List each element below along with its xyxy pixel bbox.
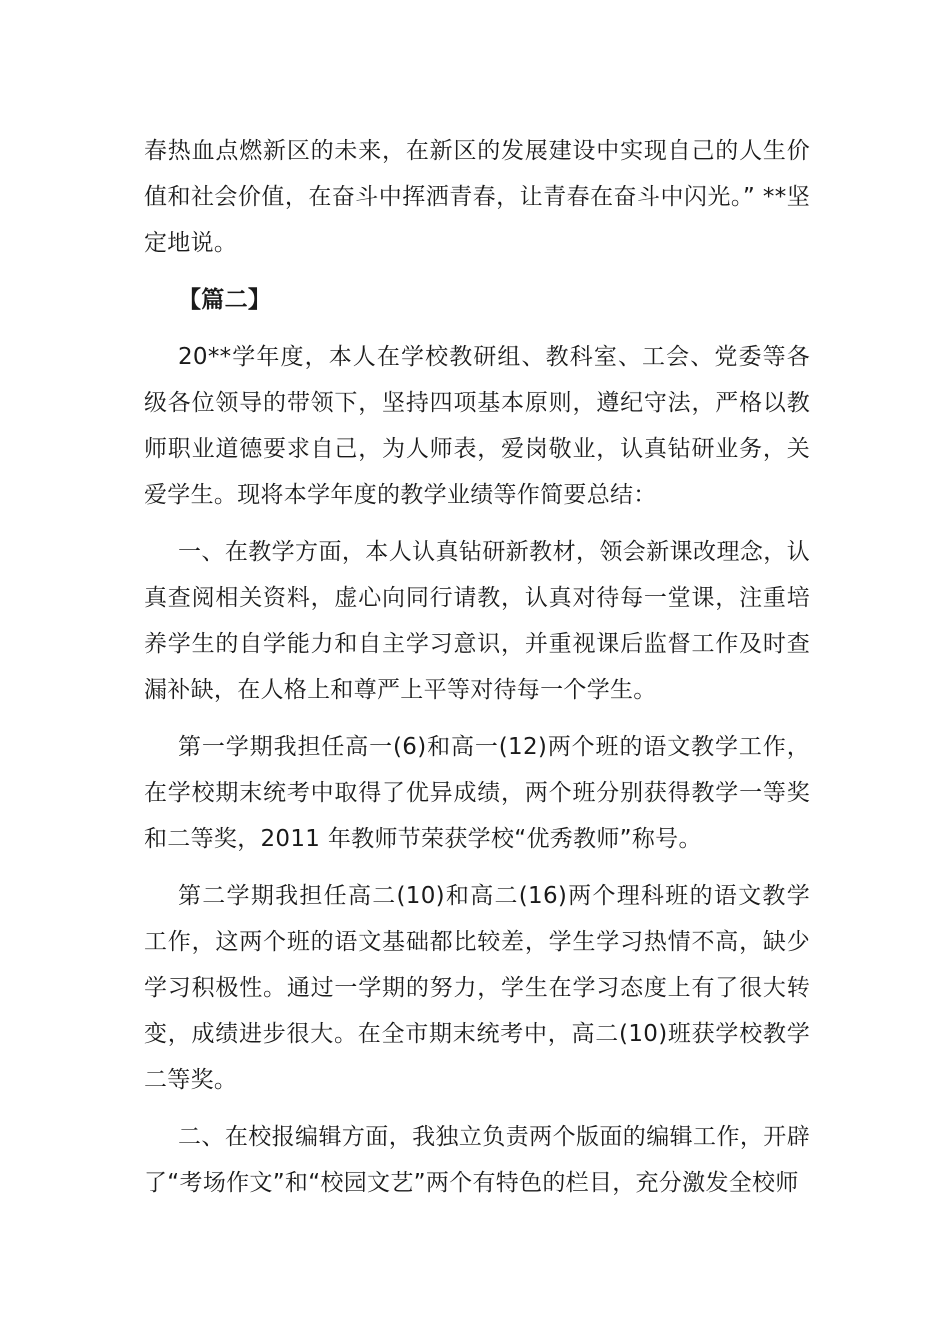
document-body xyxy=(144,128,810,1217)
paragraph-first-semester: 第一学期我担任高一(6)和高一(12)两个班的语文教学工作，在学校期末统考中取得了优异成绩，两个班分别获得教学一等奖和二等奖，2011 年教师节荣获学校“优秀教师”称号。 xyxy=(144,734,810,852)
paragraph-teaching: 一、在教学方面，本人认真钻研新教材，领会新课改理念，认真查阅相关资料，虚心向同行请教，认真对待每一堂课，注重培养学生的自学能力和自主学习意识，并重视课后监督工作及时查漏补缺，在人格上和尊严上平等对待每一个学生。 xyxy=(144,539,810,703)
paragraph-school-newspaper: 二、在校报编辑方面，我独立负责两个版面的编辑工作，开辟了“考场作文”和“校园文艺”两个有特色的栏目，充分激发全校师 xyxy=(144,1124,810,1196)
section-heading: 【篇二】 xyxy=(178,287,272,313)
paragraph-second-semester: 第二学期我担任高二(10)和高二(16)两个理科班的语文教学工作，这两个班的语文基础都比较差，学生学习热情不高，缺少学习积极性。通过一学期的努力，学生在学习态度上有了很大转变，成绩进步很大。在全市期末统考中，高二(10)班获学校教学二等奖。 xyxy=(144,883,810,1093)
paragraph-continuation: 春热血点燃新区的未来，在新区的发展建设中实现自己的人生价值和社会价值，在奋斗中挥洒青春，让青春在奋斗中闪光。” **坚定地说。 xyxy=(144,138,810,256)
paragraph-intro: 20**学年度，本人在学校教研组、教科室、工会、党委等各级各位领导的带领下，坚持四项基本原则，遵纪守法，严格以教师职业道德要求自己，为人师表，爱岗敬业，认真钻研业务，关爱学生。现将本学年度的教学业绩等作简要总结： xyxy=(144,344,810,508)
